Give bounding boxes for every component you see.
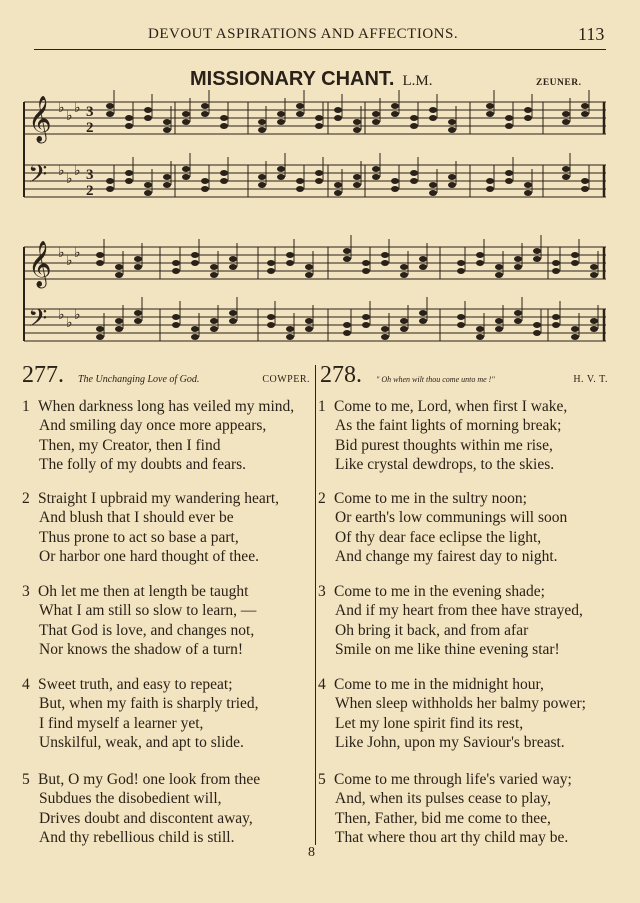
time-signature: 2: [86, 120, 94, 136]
note-head: [590, 272, 598, 278]
stanza: [22, 397, 295, 475]
note-head: [267, 322, 275, 328]
note-head: [505, 123, 513, 129]
note-head: [400, 264, 408, 270]
verse-line: Then, Father, bid me come to thee,: [335, 809, 551, 827]
tune-heading: [190, 68, 432, 91]
note-head: [220, 170, 228, 176]
note-head: [590, 318, 598, 324]
note-head: [571, 334, 579, 340]
note-head: [495, 326, 503, 332]
stanza-number: 3: [22, 583, 30, 600]
note-head: [381, 260, 389, 266]
flat-icon: ♭: [66, 316, 73, 331]
note-head: [448, 174, 456, 180]
note-head: [505, 178, 513, 184]
note-head: [514, 264, 522, 270]
note-head: [524, 182, 532, 188]
verse-line: Like John, upon my Saviour's breast.: [335, 734, 565, 752]
note-head: [372, 166, 380, 172]
note-head: [381, 252, 389, 258]
flat-icon: ♭: [74, 308, 81, 323]
flat-icon: ♭: [58, 164, 65, 179]
stanza: [22, 675, 259, 753]
note-head: [581, 111, 589, 117]
running-title: DEVOUT ASPIRATIONS AND AFFECTIONS.: [148, 26, 459, 42]
note-head: [144, 107, 152, 113]
note-head: [419, 310, 427, 316]
note-head: [476, 334, 484, 340]
hymn-number: 278.: [320, 362, 362, 388]
note-head: [201, 178, 209, 184]
note-head: [144, 182, 152, 188]
verse-line: And thy rebellious child is still.: [39, 829, 235, 847]
time-signature: 3: [86, 167, 94, 183]
note-head: [410, 115, 418, 121]
note-head: [334, 190, 342, 196]
note-head: [372, 111, 380, 117]
note-head: [286, 334, 294, 340]
note-head: [448, 127, 456, 133]
note-head: [296, 186, 304, 192]
note-head: [305, 326, 313, 332]
note-head: [163, 174, 171, 180]
note-head: [590, 326, 598, 332]
note-head: [296, 103, 304, 109]
note-head: [362, 268, 370, 274]
note-head: [581, 103, 589, 109]
note-head: [429, 107, 437, 113]
hymn-number: 277.: [22, 362, 64, 388]
note-head: [400, 272, 408, 278]
flat-icon: ♭: [66, 172, 73, 187]
verse-line: Come to me in the midnight hour,: [334, 676, 544, 693]
note-head: [571, 260, 579, 266]
verse-line: Oh let me then at length be taught: [38, 583, 249, 600]
verse-line: Unskilful, weak, and apt to slide.: [39, 734, 244, 752]
note-head: [334, 107, 342, 113]
signature-mark: 8: [308, 845, 315, 860]
note-head: [125, 178, 133, 184]
note-head: [267, 260, 275, 266]
stanza: [22, 582, 257, 660]
verse-line: Bid purest thoughts within me rise,: [335, 436, 553, 454]
note-head: [457, 260, 465, 266]
note-head: [267, 314, 275, 320]
note-head: [315, 123, 323, 129]
stanza: [22, 770, 261, 848]
verse-line: Nor knows the shadow of a turn!: [39, 641, 244, 659]
verse-line: I find myself a learner yet,: [39, 714, 204, 732]
note-head: [191, 326, 199, 332]
note-head: [305, 318, 313, 324]
tune-composer: ZEUNER.: [536, 78, 582, 88]
note-head: [590, 264, 598, 270]
note-head: [533, 322, 541, 328]
note-head: [115, 318, 123, 324]
stanza-number: 4: [318, 676, 326, 693]
note-head: [258, 127, 266, 133]
note-head: [562, 174, 570, 180]
note-head: [353, 174, 361, 180]
note-head: [429, 115, 437, 121]
note-head: [258, 119, 266, 125]
note-head: [334, 182, 342, 188]
note-head: [115, 272, 123, 278]
note-head: [96, 260, 104, 266]
note-head: [581, 186, 589, 192]
note-head: [229, 256, 237, 262]
note-head: [296, 178, 304, 184]
note-head: [182, 166, 190, 172]
note-head: [486, 111, 494, 117]
verse-line: When sleep withholds her balmy power;: [335, 695, 586, 713]
verse-line: Subdues the disobedient will,: [39, 790, 222, 808]
note-head: [419, 318, 427, 324]
note-head: [258, 174, 266, 180]
page-number: 113: [578, 24, 605, 44]
note-head: [343, 248, 351, 254]
note-head: [410, 170, 418, 176]
note-head: [429, 182, 437, 188]
time-signature: 2: [86, 183, 94, 199]
note-head: [134, 264, 142, 270]
note-head: [115, 264, 123, 270]
note-head: [229, 264, 237, 270]
note-head: [267, 268, 275, 274]
note-head: [391, 178, 399, 184]
verse-line: But, when my faith is sharply tried,: [39, 695, 259, 713]
note-head: [419, 256, 427, 262]
note-head: [191, 252, 199, 258]
note-head: [96, 334, 104, 340]
stanza-number: 5: [22, 771, 30, 788]
note-head: [201, 111, 209, 117]
note-head: [514, 318, 522, 324]
note-head: [106, 103, 114, 109]
note-head: [163, 127, 171, 133]
flat-icon: ♭: [74, 101, 81, 116]
note-head: [134, 318, 142, 324]
note-head: [191, 260, 199, 266]
verse-line: Like crystal dewdrops, to the skies.: [335, 456, 555, 474]
stanza-number: 3: [318, 583, 326, 600]
verse-line: The folly of my doubts and fears.: [39, 456, 247, 474]
note-head: [201, 186, 209, 192]
note-head: [115, 326, 123, 332]
note-head: [495, 318, 503, 324]
note-head: [524, 115, 532, 121]
note-head: [106, 178, 114, 184]
verse-line: But, O my God! one look from thee: [38, 771, 261, 788]
stanza-number: 2: [22, 490, 30, 507]
note-head: [486, 178, 494, 184]
note-head: [457, 268, 465, 274]
verse-line: And if my heart from thee have strayed,: [335, 602, 583, 620]
note-head: [172, 322, 180, 328]
note-head: [172, 260, 180, 266]
treble-clef-icon: 𝄞: [28, 96, 52, 141]
stanza-number: 2: [318, 490, 326, 507]
hymn-title: " Oh when wilt thou come unto me !": [376, 375, 495, 384]
time-signature: 3: [86, 104, 94, 120]
verse-line: Come to me in the evening shade;: [334, 583, 545, 600]
note-head: [134, 256, 142, 262]
note-head: [429, 190, 437, 196]
note-head: [562, 119, 570, 125]
note-head: [229, 310, 237, 316]
flat-icon: ♭: [74, 164, 81, 179]
note-head: [210, 272, 218, 278]
verse-line: And blush that I should ever be: [39, 509, 234, 527]
hymn-author: H. V. T.: [573, 374, 608, 385]
stanza-number: 4: [22, 676, 30, 693]
stanza-number: 1: [318, 398, 326, 415]
note-head: [210, 318, 218, 324]
note-head: [514, 310, 522, 316]
stanza-number: 5: [318, 771, 326, 788]
flat-icon: ♭: [74, 246, 81, 261]
note-head: [457, 314, 465, 320]
note-head: [495, 264, 503, 270]
note-head: [353, 182, 361, 188]
note-head: [505, 115, 513, 121]
verse-line: Let my lone spirit find its rest,: [335, 714, 524, 732]
note-head: [391, 103, 399, 109]
verse-line: What I am still so slow to learn, —: [39, 602, 257, 620]
stanza: [318, 675, 586, 753]
note-head: [419, 264, 427, 270]
note-head: [106, 186, 114, 192]
note-head: [201, 103, 209, 109]
verse-line: And change my fairest day to night.: [335, 548, 558, 566]
note-head: [258, 182, 266, 188]
note-head: [334, 115, 342, 121]
note-head: [277, 111, 285, 117]
bass-clef-icon: 𝄢: [28, 305, 48, 338]
note-head: [495, 272, 503, 278]
note-head: [163, 119, 171, 125]
note-head: [172, 314, 180, 320]
verse-line: That where thou art thy child may be.: [335, 829, 569, 847]
verse-line: Straight I upbraid my wandering heart,: [38, 490, 280, 507]
note-head: [210, 326, 218, 332]
verse-line: That God is love, and changes not,: [39, 621, 255, 639]
note-head: [514, 256, 522, 262]
verse-line: Smile on me like thine evening star!: [335, 641, 560, 659]
hymn-heading: [22, 362, 310, 389]
note-head: [448, 182, 456, 188]
tune-meter: L.M.: [402, 73, 433, 89]
music-score: [0, 90, 640, 360]
hymn-author: COWPER.: [262, 374, 310, 385]
note-head: [315, 115, 323, 121]
note-head: [552, 260, 560, 266]
note-head: [125, 123, 133, 129]
note-head: [391, 186, 399, 192]
verse-line: Come to me in the sultry noon;: [334, 490, 527, 507]
note-head: [286, 252, 294, 258]
stanza: [318, 770, 572, 848]
note-head: [343, 322, 351, 328]
note-head: [486, 186, 494, 192]
verse-line: When darkness long has veiled my mind,: [38, 398, 295, 415]
verse-line: Come to me through life's varied way;: [334, 771, 572, 788]
verse-line: Thus prone to act so base a part,: [39, 528, 239, 546]
note-head: [505, 170, 513, 176]
note-head: [144, 115, 152, 121]
note-head: [191, 334, 199, 340]
note-head: [476, 252, 484, 258]
note-head: [362, 260, 370, 266]
note-head: [571, 252, 579, 258]
header-rule: [34, 49, 606, 50]
note-head: [163, 182, 171, 188]
note-head: [552, 314, 560, 320]
verse-line: Or earth's low communings will soon: [335, 509, 568, 527]
note-head: [353, 119, 361, 125]
note-head: [562, 166, 570, 172]
note-head: [277, 174, 285, 180]
note-head: [524, 107, 532, 113]
note-head: [448, 119, 456, 125]
column-divider: [315, 365, 316, 845]
verse-line: Or harbor one hard thought of thee.: [39, 548, 259, 566]
note-head: [372, 119, 380, 125]
note-head: [571, 326, 579, 332]
hymn-title: The Unchanging Love of God.: [78, 374, 200, 385]
note-head: [476, 260, 484, 266]
note-head: [486, 103, 494, 109]
note-head: [125, 115, 133, 121]
bass-clef-icon: 𝄢: [28, 161, 48, 194]
note-head: [372, 174, 380, 180]
verse-line: Sweet truth, and easy to repeat;: [38, 676, 233, 693]
note-head: [220, 123, 228, 129]
flat-icon: ♭: [58, 308, 65, 323]
note-head: [533, 256, 541, 262]
note-head: [305, 264, 313, 270]
note-head: [524, 190, 532, 196]
note-head: [400, 326, 408, 332]
note-head: [144, 190, 152, 196]
hymn-heading: [320, 362, 608, 389]
note-head: [552, 268, 560, 274]
flat-icon: ♭: [58, 246, 65, 261]
note-head: [562, 111, 570, 117]
note-head: [362, 314, 370, 320]
note-head: [134, 310, 142, 316]
note-head: [315, 170, 323, 176]
note-head: [277, 119, 285, 125]
note-head: [286, 260, 294, 266]
note-head: [343, 330, 351, 336]
note-head: [210, 264, 218, 270]
treble-clef-icon: 𝄞: [28, 241, 52, 286]
verse-line: Drives doubt and discontent away,: [39, 809, 253, 827]
note-head: [305, 272, 313, 278]
verse-line: Oh bring it back, and from afar: [335, 621, 529, 639]
verse-line: As the faint lights of morning break;: [335, 417, 562, 435]
note-head: [410, 178, 418, 184]
note-head: [96, 326, 104, 332]
note-head: [381, 334, 389, 340]
note-head: [296, 111, 304, 117]
flat-icon: ♭: [66, 254, 73, 269]
note-head: [315, 178, 323, 184]
stanza: [318, 489, 568, 567]
note-head: [533, 248, 541, 254]
note-head: [277, 166, 285, 172]
tune-title: MISSIONARY CHANT.: [190, 68, 395, 90]
note-head: [457, 322, 465, 328]
note-head: [182, 119, 190, 125]
note-head: [220, 115, 228, 121]
verse-line: And smiling day once more appears,: [39, 417, 267, 435]
note-head: [220, 178, 228, 184]
note-head: [391, 111, 399, 117]
note-head: [552, 322, 560, 328]
verse-line: Of thy dear face eclipse the light,: [335, 528, 542, 546]
flat-icon: ♭: [66, 109, 73, 124]
note-head: [400, 318, 408, 324]
stanza-number: 1: [22, 398, 30, 415]
note-head: [381, 326, 389, 332]
note-head: [182, 111, 190, 117]
note-head: [410, 123, 418, 129]
note-head: [106, 111, 114, 117]
flat-icon: ♭: [58, 101, 65, 116]
verse-line: Then, my Creator, then I find: [39, 436, 221, 454]
note-head: [533, 330, 541, 336]
note-head: [476, 326, 484, 332]
note-head: [96, 252, 104, 258]
verse-line: Come to me, Lord, when first I wake,: [334, 398, 568, 415]
note-head: [362, 322, 370, 328]
note-head: [229, 318, 237, 324]
note-head: [343, 256, 351, 262]
note-head: [125, 170, 133, 176]
stanza: [318, 397, 568, 475]
note-head: [172, 268, 180, 274]
note-head: [353, 127, 361, 133]
verse-line: And, when its pulses cease to play,: [335, 790, 551, 808]
stanza: [318, 582, 583, 660]
note-head: [182, 174, 190, 180]
note-head: [581, 178, 589, 184]
stanza: [22, 489, 280, 567]
note-head: [286, 326, 294, 332]
